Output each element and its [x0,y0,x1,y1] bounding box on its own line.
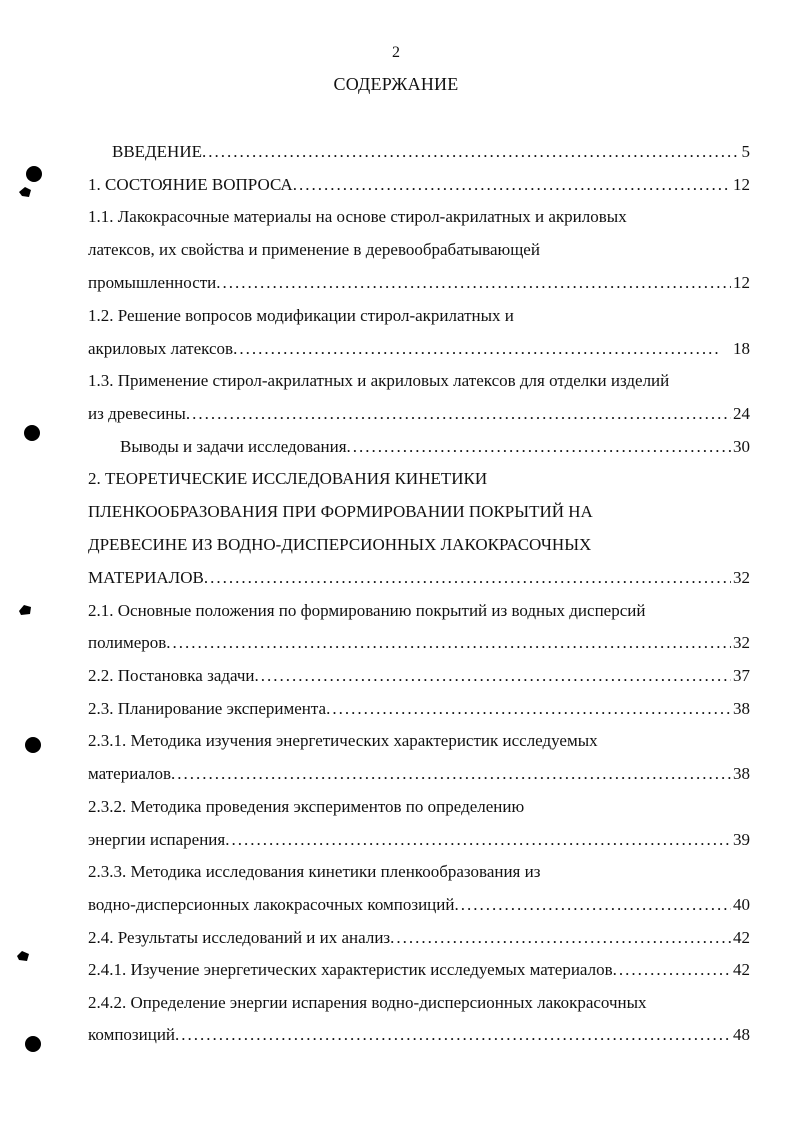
toc-entry-page: 30 [733,437,750,456]
toc-entry-page: 38 [733,699,750,718]
toc-entry-page: 32 [733,568,750,587]
toc-entry-section-1[interactable] [88,174,750,196]
toc-entry-2-3-1-line: 2.3.1. Методика изучения энергетических характеристик исследуемых [88,731,598,750]
toc-entry-2-4-2-line: 2.4.2. Определение энергии испарения водно-дисперсионных лакокрасочных [88,993,647,1012]
toc-entry-page: 24 [733,404,750,423]
toc-entry-title: 1. СОСТОЯНИЕ ВОПРОСА [88,175,293,194]
toc-entry-title: водно-дисперсионных лакокрасочных композиций [88,895,455,914]
toc-entry-1-1-line: 1.1. Лакокрасочные материалы на основе стирол-акрилатных и акриловых [88,207,627,226]
toc-entry-page: 48 [733,1025,750,1044]
toc-entry-2-4-2[interactable] [88,1024,750,1046]
toc-entry-title: Выводы и задачи исследования [120,437,347,456]
toc-entry-1-3-line: 1.3. Применение стирол-акрилатных и акриловых латексов для отделки изделий [88,371,670,390]
toc-entry-2-3[interactable] [88,698,750,720]
toc-entry-2-line: 2. ТЕОРЕТИЧЕСКИЕ ИССЛЕДОВАНИЯ КИНЕТИКИ [88,469,488,488]
toc-entry-1-2[interactable] [88,338,750,360]
toc-entry-2-4-1[interactable] [88,959,750,981]
toc-entry-title: 2.4.1. Изучение энергетических характеристик исследуемых материалов [88,960,613,979]
toc-entry-page: 37 [733,666,750,685]
toc-entry-page: 39 [733,830,750,849]
toc-entry-1-1-line: латексов, их свойства и применение в деревообрабатывающей [88,240,540,259]
toc-entry-1-2-line: 1.2. Решение вопросов модификации стирол-акрилатных и [88,306,514,325]
toc-entry-2-line: ПЛЕНКООБРАЗОВАНИЯ ПРИ ФОРМИРОВАНИИ ПОКРЫТИЙ НА [88,502,593,521]
toc-entry-2-1-line: 2.1. Основные положения по формированию покрытий из водных дисперсий [88,601,646,620]
toc-entry-2-line: ДРЕВЕСИНЕ ИЗ ВОДНО-ДИСПЕРСИОННЫХ ЛАКОКРАСОЧНЫХ [88,535,592,554]
toc-entry-title: композиций [88,1025,176,1044]
toc-entry-2-3-3[interactable] [88,894,750,916]
toc-entry-title: 2.2. Постановка задачи [88,666,255,685]
page-title: СОДЕРЖАНИЕ [333,74,459,94]
toc-entry-title: МАТЕРИАЛОВ [88,568,204,587]
toc-entry-introduction[interactable] [112,141,750,163]
toc-entry-2-1[interactable] [88,632,750,654]
toc-entry-conclusions[interactable] [120,436,750,458]
toc-entry-1-1[interactable] [88,272,750,294]
toc-entry-title: ВВЕДЕНИЕ [112,142,202,161]
toc-entry-title: 2.4. Результаты исследований и их анализ [88,928,391,947]
toc-entry-page: 42 [733,928,750,947]
toc-entry-title: промышленности [88,273,217,292]
toc-entry-1-3[interactable] [88,403,750,425]
toc-entry-title: акриловых латексов [88,339,234,358]
toc-entry-2-4[interactable] [88,927,750,949]
toc-entry-page: 38 [733,764,750,783]
toc-entry-2-3-3-line: 2.3.3. Методика исследования кинетики пленкообразования из [88,862,541,881]
toc-entry-title: материалов [88,764,172,783]
toc-entry-section-2[interactable] [88,567,750,589]
toc-entry-page: 32 [733,633,750,652]
toc-entry-title: полимеров [88,633,167,652]
toc-entry-page: 40 [733,895,750,914]
toc-entry-2-3-2-line: 2.3.2. Методика проведения экспериментов по определению [88,797,525,816]
toc-entry-page: 12 [733,175,750,194]
page-number: 2 [392,44,400,61]
toc-entry-2-2[interactable] [88,665,750,687]
toc-entry-page: 5 [741,142,750,161]
toc-entry-2-3-2[interactable] [88,829,750,851]
toc-entry-page: 18 [733,339,750,358]
toc-entry-2-3-1[interactable] [88,763,750,785]
toc-entry-page: 12 [733,273,750,292]
toc-entry-title: из древесины [88,404,186,423]
toc-entry-title: 2.3. Планирование эксперимента [88,699,327,718]
toc-entry-page: 42 [733,960,750,979]
toc-entry-title: энергии испарения [88,830,226,849]
